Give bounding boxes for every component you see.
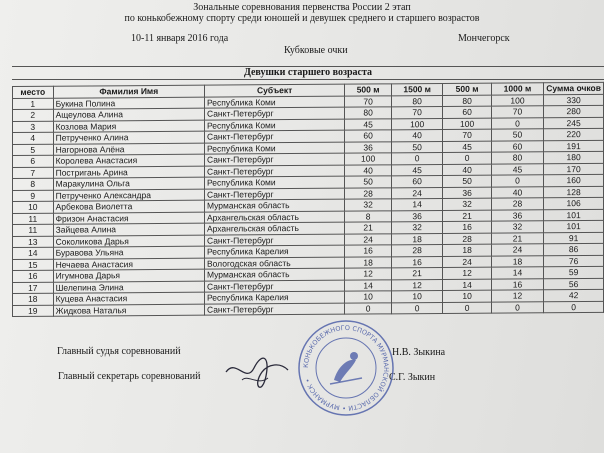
col-total-cell: 330 [544,94,604,106]
col-name-cell: Зайцева Алина [53,223,204,236]
col-total-cell: 220 [544,128,604,140]
col-place-cell: 19 [13,305,54,317]
col-500m-1-cell: 60 [345,130,392,142]
col-name-cell: Игумнова Дарья [53,269,204,282]
col-500m-2-cell: 18 [443,244,491,256]
col-total-cell: 128 [544,186,604,198]
col-name-header: Фамилия Имя [53,85,204,98]
col-1000m-cell: 0 [491,301,543,313]
col-region-cell: Республика Коми [204,96,344,108]
col-region-cell: Санкт-Петербург [204,130,344,142]
col-total-cell: 59 [544,266,604,278]
col-1000m-cell: 16 [491,278,543,290]
col-500m-1-cell: 80 [345,107,392,119]
col-1500m-cell: 40 [391,129,443,141]
col-1000m-cell: 28 [491,198,543,210]
col-500m-1-cell: 50 [345,176,392,188]
col-region-cell: Республика Коми [204,142,344,154]
col-1000m-cell: 50 [491,129,543,141]
col-region-cell: Архангельская область [204,211,344,223]
col-name-cell: Буравова Ульяна [53,246,204,259]
col-total-cell: 106 [544,197,604,209]
col-500m-2-cell: 16 [443,221,491,233]
col-1500m-cell: 21 [391,267,443,279]
col-name-cell: Соколикова Дарья [53,235,204,248]
col-total-cell: 42 [544,289,604,301]
col-500m-2-cell: 32 [443,198,491,210]
chief-secretary-name: С.Г. Зыкин [389,372,436,383]
col-total-header: Сумма очков [544,82,604,94]
col-place-cell: 15 [13,259,54,271]
col-region-cell: Санкт-Петербург [204,303,344,315]
col-1500m-cell: 10 [391,290,443,302]
col-total-cell: 180 [544,151,604,163]
col-region-cell: Санкт-Петербург [204,153,344,165]
col-500m-1-cell: 18 [345,256,392,268]
col-place-header: место [13,86,54,98]
col-region-cell: Республика Коми [204,176,344,188]
col-name-cell: Петрученко Александра [53,189,204,202]
age-group-heading: Девушки старшего возраста [12,66,604,80]
col-500m-2-cell: 10 [443,290,491,302]
col-500m-2-cell: 14 [443,279,491,291]
col-500m-1-cell: 100 [345,153,392,165]
col-500m-2-cell: 28 [443,233,491,245]
col-1000m-cell: 21 [491,232,543,244]
col-region-cell: Вологодская область [204,257,344,269]
col-1000m-cell: 32 [491,221,543,233]
col-1500m-cell: 16 [391,256,443,268]
col-name-cell: Нечаева Анастасия [53,258,204,271]
col-place-cell: 6 [13,155,54,167]
col-1500m-cell: 80 [391,95,443,107]
col-place-cell: 11 [13,213,54,225]
col-1500m-cell: 14 [391,198,443,210]
col-total-cell: 86 [544,243,604,255]
col-place-cell: 8 [13,178,54,190]
col-500m-1-cell: 28 [345,187,392,199]
col-500m-2-cell: 36 [443,187,491,199]
col-1500m-cell: 36 [391,210,443,222]
competition-subtitle: по конькобежному спорту среди юношей и девушек среднего и старшего возрастов [124,13,480,24]
col-place-cell: 18 [13,293,54,305]
col-name-cell: Козлова Мария [53,120,204,133]
col-1500m-header: 1500 м [391,83,443,95]
signature-mark [222,350,292,390]
col-1500m-cell: 100 [391,118,443,130]
col-500m-1-cell: 8 [345,210,392,222]
col-1000m-cell: 70 [491,106,543,118]
col-500m-1-cell: 70 [345,95,392,107]
official-stamp [296,318,396,418]
col-region-cell: Архангельская область [204,222,344,234]
col-500m-1-cell: 16 [345,245,392,257]
col-total-cell: 160 [544,174,604,186]
col-500m-1-cell: 14 [345,279,392,291]
col-place-cell: 4 [13,132,54,144]
chief-secretary-label: Главный секретарь соревнований [58,371,201,382]
col-name-cell: Постригань Арина [53,166,204,179]
col-1000m-cell: 45 [491,163,543,175]
col-region-cell: Мурманская область [204,199,344,211]
svg-text:КОНЬКОБЕЖНОГО СПОРТА МУРМАНСКО: КОНЬКОБЕЖНОГО СПОРТА МУРМАНСКОЙ ОБЛАСТИ • МУРМАНСК • [301,323,391,413]
col-1500m-cell: 28 [391,244,443,256]
col-place-cell: 7 [13,167,54,179]
col-1000m-cell: 24 [491,244,543,256]
col-500m-1-cell: 21 [345,222,392,234]
col-500m-1-cell: 0 [345,302,392,314]
col-total-cell: 76 [544,255,604,267]
col-total-cell: 245 [544,117,604,129]
competition-city: Мончегорск [458,33,510,44]
col-total-cell: 191 [544,140,604,152]
col-1000m-cell: 14 [491,267,543,279]
col-500m-2-cell: 24 [443,256,491,268]
col-500m-2-cell: 21 [443,210,491,222]
col-place-cell: 3 [13,121,54,133]
col-place-cell: 11 [13,224,54,236]
col-500m-1-cell: 40 [345,164,392,176]
chief-judge-name: Н.В. Зыкина [392,347,446,358]
col-1000m-cell: 0 [491,175,543,187]
competition-date: 10-11 января 2016 года [131,33,229,44]
chief-judge-label: Главный судья соревнований [57,346,181,357]
col-total-cell: 280 [544,105,604,117]
col-500m-1-cell: 10 [345,291,392,303]
col-place-cell: 17 [13,282,54,294]
col-1000m-cell: 0 [491,117,543,129]
col-region-cell: Санкт-Петербург [204,280,344,292]
col-1500m-cell: 0 [391,302,443,314]
col-place-cell: 10 [13,201,54,213]
col-place-cell: 2 [13,109,54,121]
col-500m-2-cell: 12 [443,267,491,279]
col-500m-1-cell: 36 [345,141,392,153]
col-region-header: Субъект [204,84,344,96]
col-500m-1-header: 500 м [345,84,392,96]
col-place-cell: 1 [13,98,54,110]
col-1500m-cell: 18 [391,233,443,245]
col-1500m-cell: 60 [391,175,443,187]
col-place-cell: 13 [13,236,54,248]
col-region-cell: Республика Карелия [204,245,344,257]
col-region-cell: Санкт-Петербург [204,234,344,246]
col-total-cell: 91 [544,232,604,244]
col-500m-1-cell: 24 [345,233,392,245]
col-1000m-cell: 36 [491,209,543,221]
col-500m-2-cell: 45 [443,141,491,153]
col-1500m-cell: 24 [391,187,443,199]
col-500m-2-cell: 100 [443,118,491,130]
col-500m-2-cell: 80 [443,95,491,107]
col-name-cell: Петрученко Алина [53,131,204,144]
competition-title: Зональные соревнования первенства России 2 этап [193,2,411,13]
col-total-cell: 101 [544,209,604,221]
col-name-cell: Королева Анастасия [53,154,204,167]
col-500m-2-cell: 0 [443,302,491,314]
col-name-cell: Куцева Анастасия [53,292,204,305]
col-500m-2-cell: 40 [443,164,491,176]
col-region-cell: Санкт-Петербург [204,188,344,200]
col-500m-1-cell: 45 [345,118,392,130]
col-1500m-cell: 32 [391,221,443,233]
col-region-cell: Республика Коми [204,119,344,131]
col-place-cell: 5 [13,144,54,156]
col-total-cell: 101 [544,220,604,232]
col-1500m-cell: 12 [391,279,443,291]
col-name-cell: Жидкова Наталья [53,304,204,317]
col-1000m-cell: 100 [491,94,543,106]
col-total-cell: 56 [544,278,604,290]
col-1500m-cell: 45 [391,164,443,176]
col-name-cell: Нагорнова Алёна [53,143,204,156]
col-place-cell: 9 [13,190,54,202]
col-name-cell: Маракулина Ольга [53,177,204,190]
col-total-cell: 170 [544,163,604,175]
col-place-cell: 14 [13,247,54,259]
col-1000m-cell: 18 [491,255,543,267]
col-1500m-cell: 50 [391,141,443,153]
col-1000m-cell: 12 [491,290,543,302]
results-table [12,82,604,317]
col-1000m-cell: 80 [491,152,543,164]
col-name-cell: Фризон Анастасия [53,212,204,225]
col-total-cell: 0 [544,301,604,313]
col-500m-2-cell: 0 [443,152,491,164]
col-region-cell: Республика Карелия [204,291,344,303]
col-500m-2-cell: 70 [443,129,491,141]
col-500m-1-cell: 32 [345,199,392,211]
col-place-cell: 16 [13,270,54,282]
col-region-cell: Санкт-Петербург [204,165,344,177]
cup-points-title: Кубковые очки [284,45,348,56]
col-500m-2-cell: 50 [443,175,491,187]
col-1000m-cell: 40 [491,186,543,198]
col-name-cell: Шелепина Элина [53,281,204,294]
col-region-cell: Мурманская область [204,268,344,280]
col-1000m-header: 1000 м [491,83,543,95]
col-500m-2-header: 500 м [443,83,491,95]
col-name-cell: Ащеулова Алина [53,108,204,121]
col-name-cell: Арбекова Виолетта [53,200,204,213]
col-500m-2-cell: 60 [443,106,491,118]
col-region-cell: Санкт-Петербург [204,107,344,119]
col-1500m-cell: 0 [391,152,443,164]
col-1000m-cell: 60 [491,140,543,152]
col-500m-1-cell: 12 [345,268,392,280]
col-name-cell: Букина Полина [53,97,204,110]
col-1500m-cell: 70 [391,106,443,118]
